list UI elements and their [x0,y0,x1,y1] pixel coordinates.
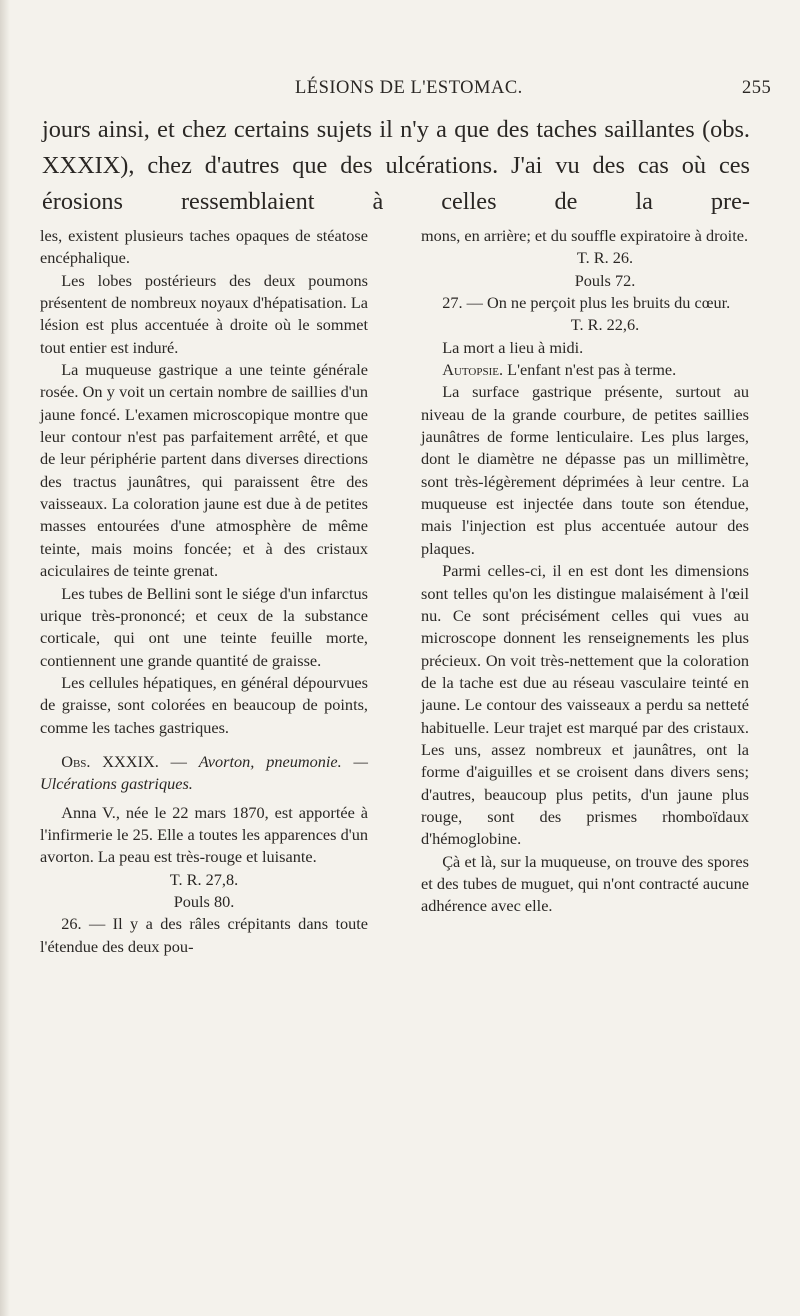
pulse-reading: Pouls 72. [574,270,636,290]
right-column [421,225,749,918]
paragraph: La mort a lieu à midi. [442,337,584,357]
autopsy-text: L'enfant n'est pas à terme. [507,360,677,380]
temperature-reading: T. R. 26. [576,248,634,268]
paragraph: Les tubes de Bellini sont le siége d'un infarctus urique très-prononcé; et ceux de la substance corticale, qui ont une teinte feuille morte, contiennent une grande quantité de graisse. [40,583,368,670]
intro-paragraph [42,112,750,220]
page-header [0,78,800,104]
autopsy-paragraph [421,359,749,381]
paragraph: Parmi celles-ci, il en est dont les dimensions sont telles qu'on les distingue malaisément à l'œil nu. Ce sont précisément celles qui vues au microscope donnent les renseignements les plus précieux. On voit très-nettement que la coloration de la tache est due au réseau vasculaire teinté en jaune. Le contour des vaisseaux a perdu sa netteté habituelle. Leur trajet est marqué par des cristaux. Les uns, assez nombreux et jaunâtres, ont la forme d'aiguilles et se croisent dans divers sens; d'autres, beaucoup plus petits, d'un jaune plus rouge, sont des prismes rhomboïdaux d'hémoglobine. [421,561,749,849]
temperature-reading: T. R. 27,8. [169,869,239,889]
intro-text: jours ainsi, et chez certains sujets il n'y a que des taches saillantes (obs. XXXIX), chez d'autres que des ulcérations. J'ai vu des cas où ces érosions ressemblaient à celles de la pre- [42,116,750,215]
paragraph: les, existent plusieurs taches opaques de stéatose encéphalique. [40,226,368,268]
pulse-reading: Pouls 80. [173,891,235,911]
page-gutter-shadow [0,0,10,1316]
paragraph: Les cellules hépatiques, en général dépourvues de graisse, sont colorées en beaucoup de points, comme les taches gastriques. [40,672,368,737]
observation-heading [40,751,368,796]
observation-title: Avorton, pneumonie. — Ulcérations gastriques. [40,751,368,794]
paragraph: 27. — On ne perçoit plus les bruits du cœur. [442,293,731,313]
autopsy-label: Autopsie. [442,360,504,380]
paragraph: mons, en arrière; et du souffle expiratoire à droite. [421,226,749,245]
paragraph: La surface gastrique présente, surtout au niveau de la grande courbure, de petites saillies jaunâtres de forme lenticulaire. Les plus larges, dont le diamètre ne dépasse pas un millimètre, sont très-légèrement déprimées à leur centre. La muqueuse est injectée dans toute son étendue, mais l'injection est plus accentuée autour des plaques. [421,382,749,558]
temperature-reading: T. R. 22,6. [570,315,640,335]
running-title: LÉSIONS DE L'ESTOMAC. [295,78,523,98]
paragraph: Anna V., née le 22 mars 1870, est apportée à l'infirmerie le 25. Elle a toutes les apparences d'un avorton. La peau est très-rouge et luisante. [40,802,368,867]
paragraph: Les lobes postérieurs des deux poumons présentent de nombreux noyaux d'hépatisation. La lésion est plus accentuée à droite où le sommet tout entier est induré. [40,270,368,357]
paragraph: 26. — Il y a des râles crépitants dans toute l'étendue des deux pou- [40,914,368,956]
paragraph: La muqueuse gastrique a une teinte générale rosée. On y voit un certain nombre de saillies d'un jaune foncé. L'examen microscopique montre que leur contour n'est pas parfaitement arrêté, et que de leur périphérie partent dans diverses directions des tractus jaunâtres, qui paraissent être des vaisseaux. La coloration jaune est due à de petites masses entourées d'une atmosphère de même teinte, mais moins foncée; et à des cristaux aciculaires de teinte grenat. [40,360,368,581]
left-column [40,225,368,958]
observation-label: Obs. XXXIX. — [61,751,187,771]
paragraph: Çà et là, sur la muqueuse, on trouve des spores et des tubes de muguet, qui n'ont contracté aucune adhérence avec elle. [421,851,749,916]
page-number: 255 [742,78,772,98]
